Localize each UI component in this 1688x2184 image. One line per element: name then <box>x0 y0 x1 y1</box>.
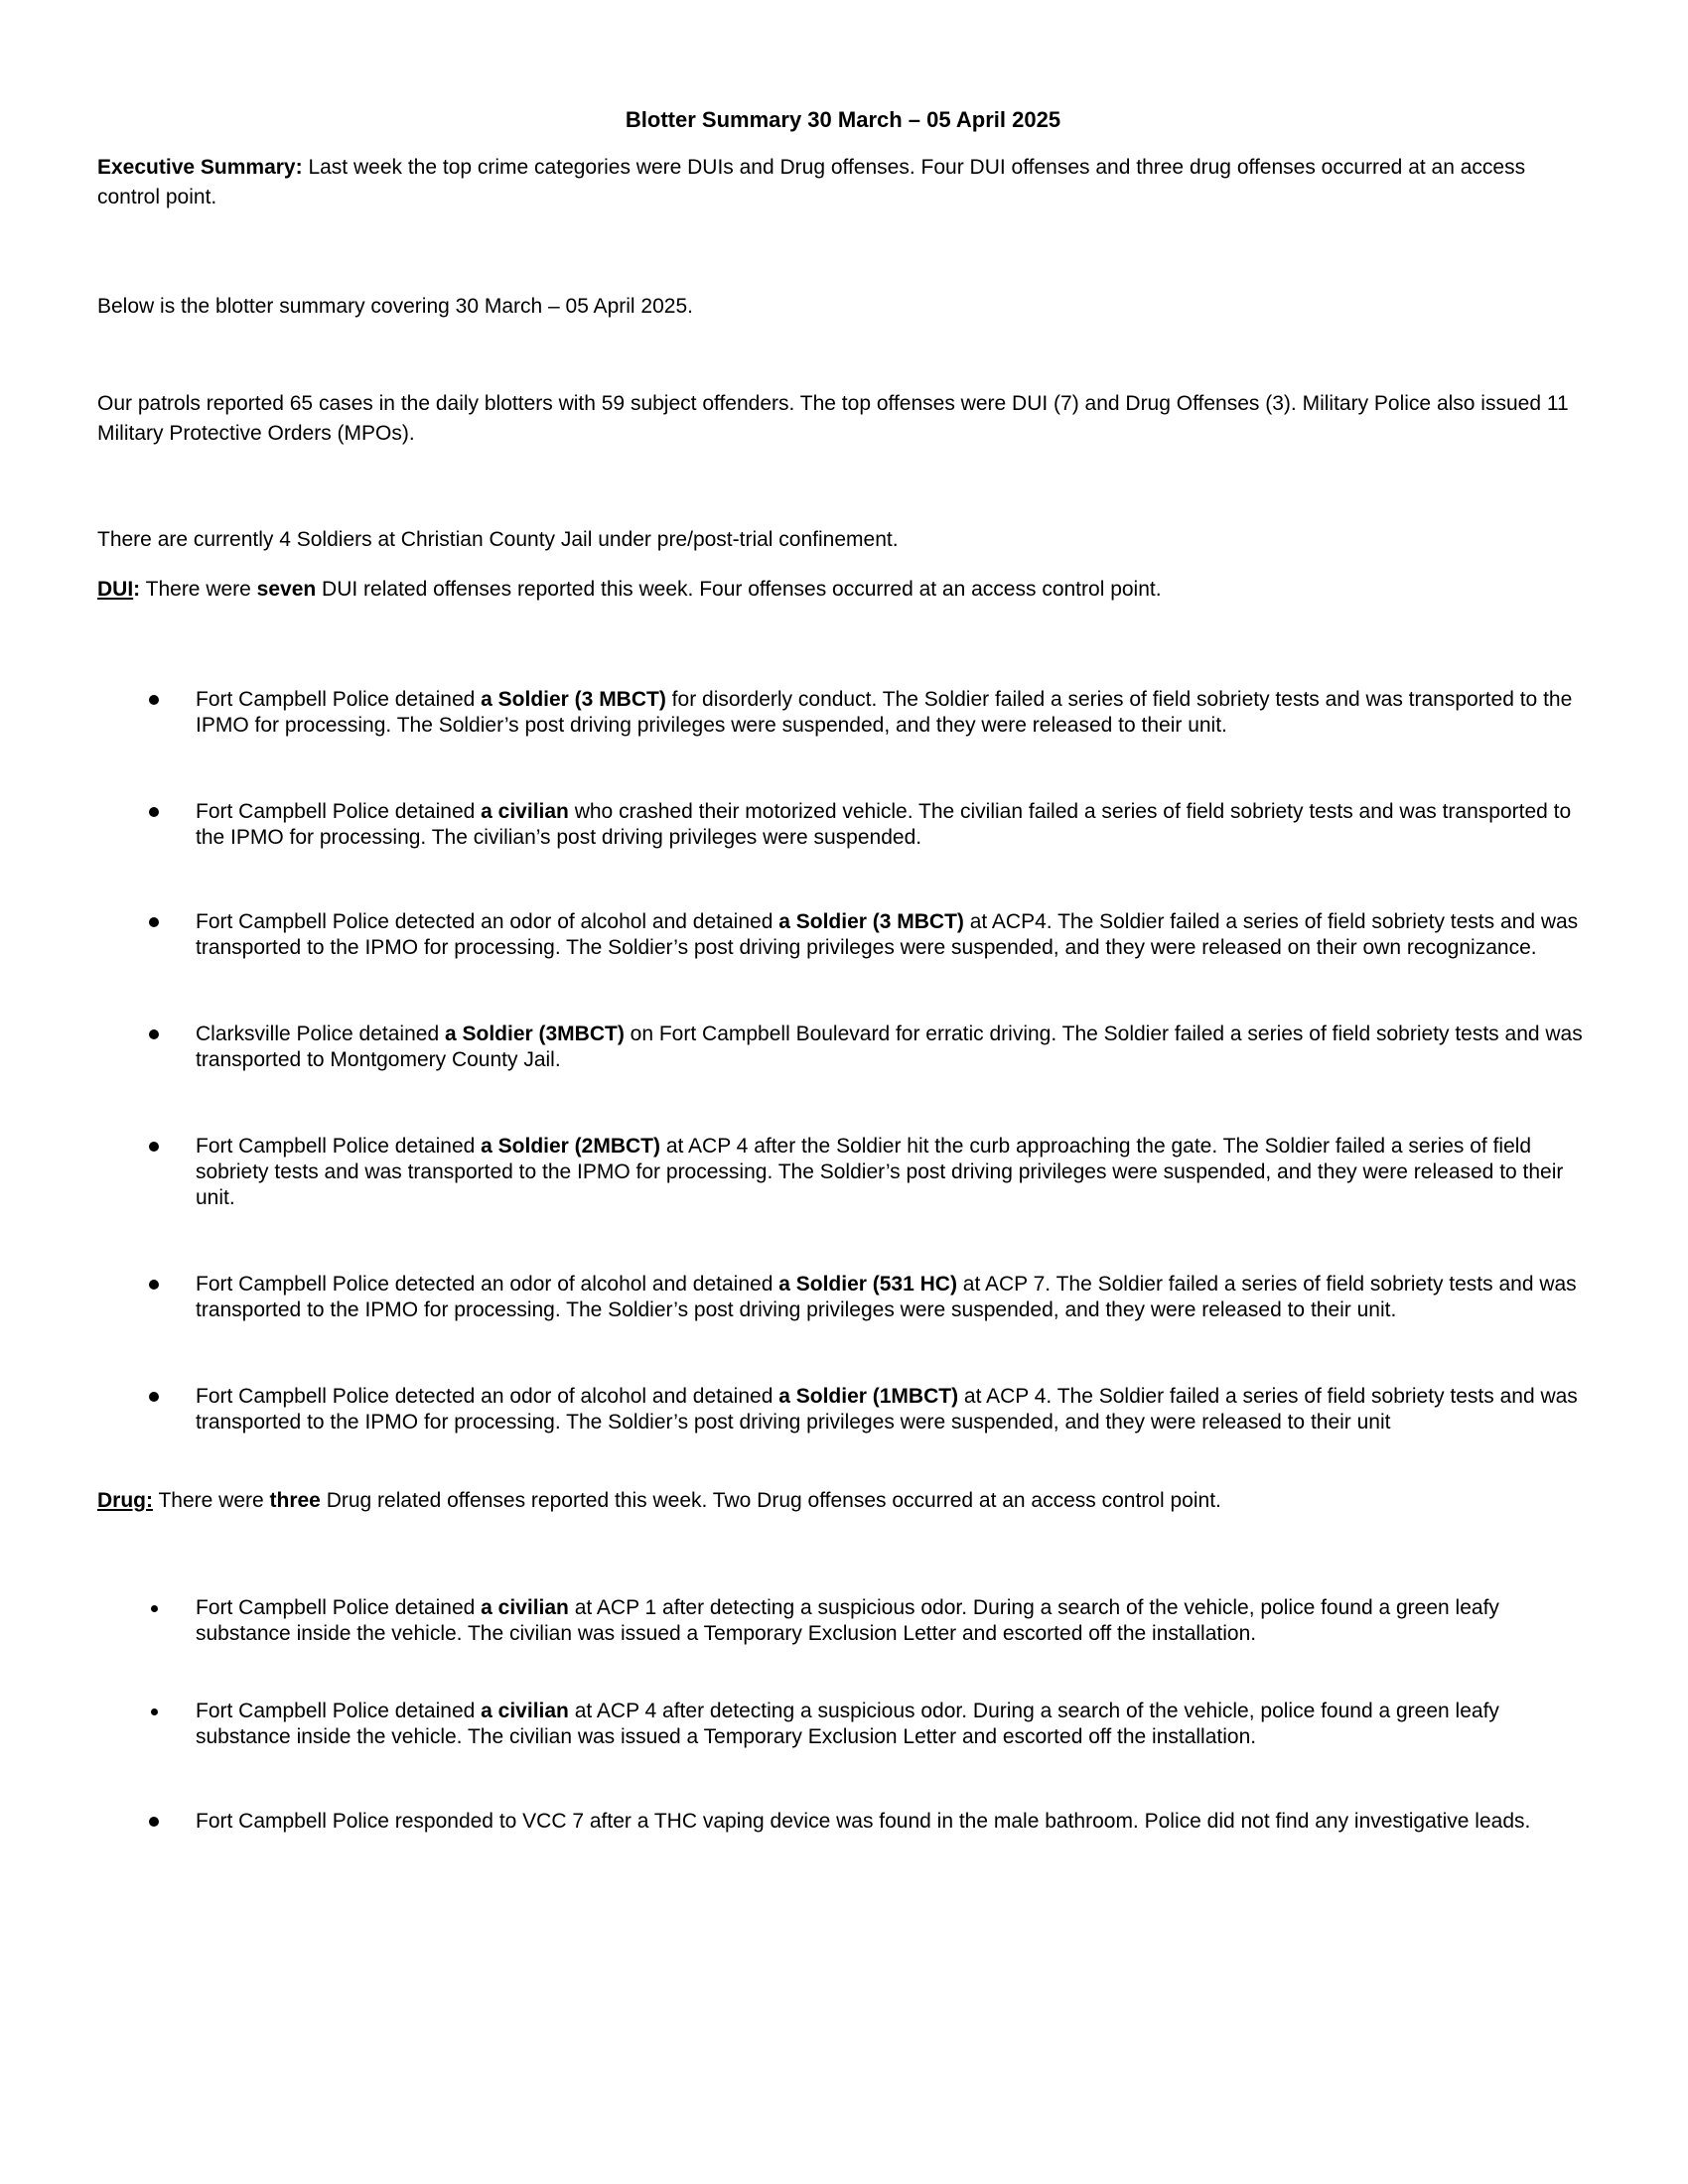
text-run: There were <box>153 1489 270 1512</box>
text-run: Below is the blotter summary covering 30 March – 05 April 2025. <box>97 295 693 318</box>
list-item-text <box>196 688 1572 737</box>
text-run: There are currently 4 Soldiers at Christian County Jail under pre/post-trial confinement. <box>97 528 899 551</box>
text-run: on Fort Campbell Boulevard for erratic driving. The Soldier failed a series of field sobriety tests and was transported to Montgomery County Jail. <box>196 1023 1583 1071</box>
text-run: Our patrols reported 65 cases in the daily blotters with 59 subject offenders. The top offenses were DUI (7) and Drug Offenses (3). Military Police also issued 11 Military Protective Orders (MPOs). <box>97 392 1569 445</box>
list-item-text <box>196 1273 1577 1321</box>
text-run: at ACP 7. The Soldier failed a series of field sobriety tests and was transported to the IPMO for processing. The Soldier’s post driving privileges were suspended, and they were released to their unit. <box>196 1273 1577 1321</box>
text-run: Fort Campbell Police detained <box>196 688 482 711</box>
text-run: Drug: <box>97 1489 153 1512</box>
patrols-cases-paragraph <box>97 389 1589 449</box>
list-item-text <box>196 1023 1583 1071</box>
bullet-icon <box>149 807 159 817</box>
list-item <box>97 1134 1589 1211</box>
text-run: Fort Campbell Police detained <box>196 1700 482 1722</box>
below-summary-paragraph <box>97 292 1589 322</box>
text-run: DUI <box>97 578 134 601</box>
list-item-text <box>196 910 1578 959</box>
dui-bullet-list <box>97 687 1589 1435</box>
text-run: Fort Campbell Police detained <box>196 800 482 823</box>
confinement-paragraph <box>97 525 1589 555</box>
bullet-icon <box>151 1605 158 1612</box>
text-run: at ACP 4 after the Soldier hit the curb approaching the gate. The Soldier failed a series of field sobriety tests and was transported to the IPMO for processing. The Soldier’s post driving privileges were suspended, and they were released to their unit. <box>196 1135 1564 1209</box>
text-run: Executive Summary: <box>97 156 303 179</box>
bullet-icon <box>151 1708 158 1715</box>
text-run: Fort Campbell Police detected an odor of alcohol and detained <box>196 910 779 933</box>
bullet-icon <box>149 917 159 927</box>
text-run: at ACP4. The Soldier failed a series of field sobriety tests and was transported to the IPMO for processing. The Soldier’s post driving privileges were suspended, and they were released on their own recognizance. <box>196 910 1579 959</box>
list-item-text <box>196 1700 1499 1748</box>
text-run: Fort Campbell Police detected an odor of alcohol and detained <box>196 1273 779 1296</box>
text-run: a civilian <box>481 800 569 823</box>
drug-section-heading <box>97 1486 1589 1516</box>
bullet-icon <box>149 1280 159 1290</box>
list-item-text <box>196 1810 1530 1833</box>
dui-section-heading <box>97 575 1589 605</box>
page-title <box>97 105 1589 135</box>
text-run: Clarksville Police detained <box>196 1023 445 1045</box>
text-run: a Soldier (531 HC) <box>778 1273 957 1296</box>
list-item <box>97 1384 1589 1435</box>
text-run: DUI related offenses reported this week. Four offenses occurred at an access control point. <box>316 578 1162 601</box>
text-run: seven <box>256 578 317 601</box>
bullet-icon <box>149 695 159 705</box>
text-run: Fort Campbell Police detained <box>196 1135 482 1158</box>
executive-summary-paragraph <box>97 153 1589 212</box>
list-item <box>97 1022 1589 1073</box>
text-run: a Soldier (3 MBCT) <box>481 688 666 711</box>
text-run: Fort Campbell Police responded to VCC 7 after a THC vaping device was found in the male bathroom. Police did not find any investigative leads. <box>196 1810 1531 1833</box>
text-run: Drug related offenses reported this week. Two Drug offenses occurred at an access control point. <box>320 1489 1221 1512</box>
text-run: at ACP 4 after detecting a suspicious odor. During a search of the vehicle, police found a green leafy substance inside the vehicle. The civilian was issued a Temporary Exclusion Letter and escorted off the installation. <box>196 1700 1499 1748</box>
drug-bullet-list <box>97 1595 1589 1835</box>
text-run: Fort Campbell Police detected an odor of alcohol and detained <box>196 1385 779 1408</box>
list-item-text <box>196 1596 1499 1645</box>
text-run: a civilian <box>481 1700 569 1722</box>
text-run: a Soldier (2MBCT) <box>481 1135 661 1158</box>
bullet-icon <box>149 1142 159 1152</box>
text-run: three <box>269 1489 321 1512</box>
text-run: There were <box>140 578 257 601</box>
text-run: at ACP 1 after detecting a suspicious odor. During a search of the vehicle, police found a green leafy substance inside the vehicle. The civilian was issued a Temporary Exclusion Letter and escorted off the installation. <box>196 1596 1499 1645</box>
text-run: for disorderly conduct. The Soldier failed a series of field sobriety tests and was transported to the IPMO for processing. The Soldier’s post driving privileges were suspended, and they were released to their unit. <box>196 688 1573 737</box>
bullet-icon <box>149 1392 159 1402</box>
text-run: a Soldier (3 MBCT) <box>778 910 964 933</box>
list-item <box>97 1595 1589 1647</box>
list-item-text <box>196 800 1571 849</box>
list-item <box>97 909 1589 961</box>
text-run: at ACP 4. The Soldier failed a series of field sobriety tests and was transported to the IPMO for processing. The Soldier’s post driving privileges were suspended, and they were released to their unit <box>196 1385 1578 1433</box>
list-item <box>97 799 1589 851</box>
text-run: Last week the top crime categories were DUIs and Drug offenses. Four DUI offenses and three drug offenses occurred at an access control point. <box>97 156 1526 208</box>
bullet-icon <box>149 1817 159 1827</box>
text-run: a Soldier (3MBCT) <box>444 1023 625 1045</box>
list-item-text <box>196 1385 1578 1433</box>
list-item <box>97 1809 1589 1835</box>
text-run: Fort Campbell Police detained <box>196 1596 482 1619</box>
text-run: Blotter Summary 30 March – 05 April 2025 <box>625 107 1061 132</box>
text-run: who crashed their motorized vehicle. The civilian failed a series of field sobriety tests and was transported to the IPMO for processing. The civilian’s post driving privileges were suspended. <box>196 800 1572 849</box>
text-run: : <box>133 578 141 601</box>
list-item <box>97 1699 1589 1750</box>
list-item-text <box>196 1135 1563 1209</box>
bullet-icon <box>149 1029 159 1039</box>
list-item <box>97 1272 1589 1323</box>
text-run: a civilian <box>481 1596 569 1619</box>
list-item <box>97 687 1589 739</box>
text-run: a Soldier (1MBCT) <box>778 1385 959 1408</box>
